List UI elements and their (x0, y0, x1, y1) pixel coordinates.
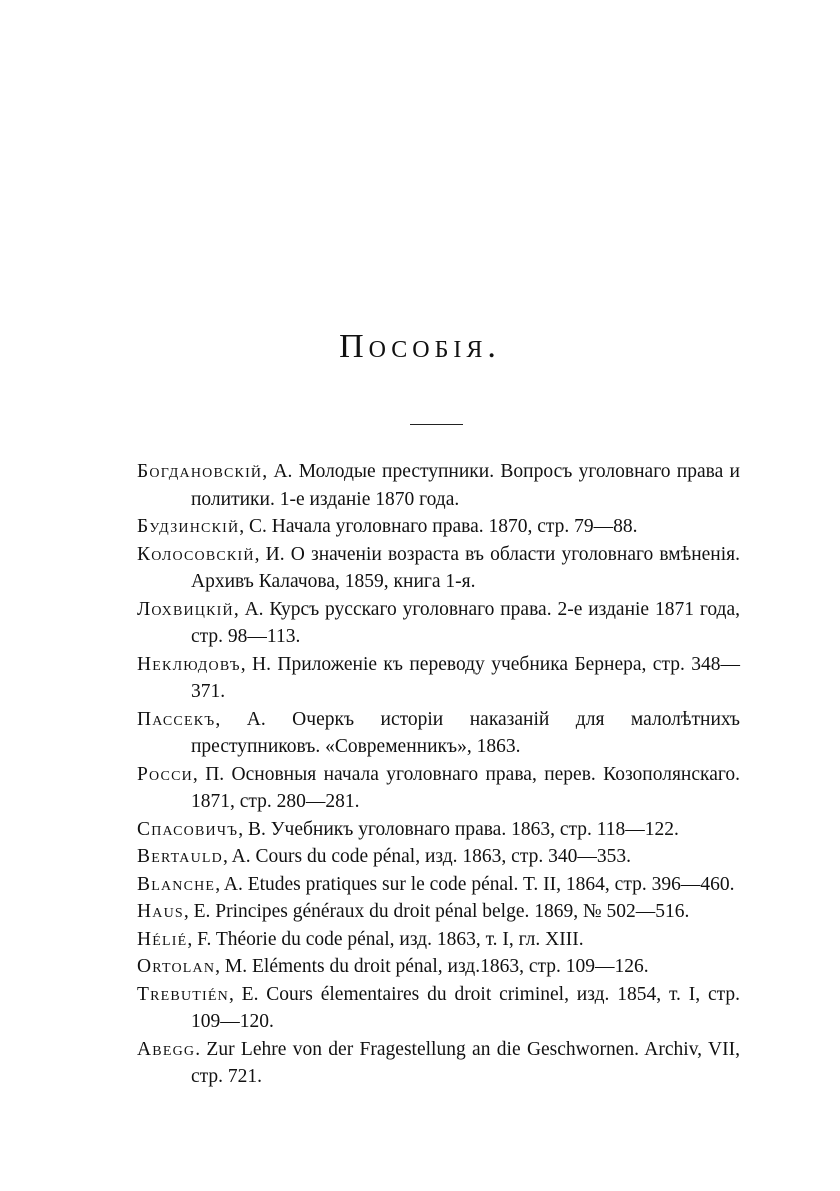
entry-author: Неклюдовъ (137, 653, 241, 675)
entry-author: Bertauld (137, 846, 223, 867)
entry-author: Blanche (137, 873, 216, 895)
bibliography-list (137, 458, 740, 1091)
entry-text: , A. Etudes pratiques sur le code pénal. T. II, 1864, стр. 396—460. (215, 873, 735, 895)
list-item (137, 513, 740, 541)
entry-author: Спасовичъ (137, 818, 239, 840)
entry-text: , M. Eléments du droit pénal, изд.1863, стр. 109—126. (215, 956, 649, 977)
page-title: Пособія. (339, 328, 501, 365)
list-item (137, 541, 740, 596)
entry-text: , E. Principes généraux du droit pénal belge. 1869, № 502—516. (183, 901, 690, 922)
entry-author: Росси (137, 763, 193, 785)
list-item (137, 1036, 740, 1091)
entry-author: Abegg (137, 1038, 196, 1060)
entry-text: , Н. Приложеніе къ переводу учебника Бернера, стр. 348—371. (191, 653, 740, 702)
list-item (137, 898, 740, 926)
entry-author: Пассекъ (137, 708, 216, 730)
list-item (137, 981, 740, 1036)
list-item (137, 596, 740, 651)
list-item (137, 458, 740, 513)
entry-author: Будзинскій (137, 516, 240, 537)
entry-text: , С. Начала уголовнаго права. 1870, стр. 79—88. (239, 516, 638, 537)
list-item (137, 953, 740, 981)
title-divider (410, 424, 463, 425)
entry-author: Trebutién (137, 983, 229, 1005)
entry-text: , А. Курсъ русскаго уголовнаго права. 2-е изданіе 1871 года, стр. 98—113. (191, 598, 740, 647)
entry-text: , А. Очеркъ исторіи наказаній для малолѣтнихъ преступниковъ. «Современникъ», 1863. (191, 708, 740, 757)
entry-text: , E. Cours élementaires du droit criminel, изд. 1854, т. I, стр. 109—120. (191, 983, 740, 1032)
list-item (137, 651, 740, 706)
entry-author: Haus (137, 901, 184, 922)
entry-author: Лохвицкій (137, 598, 234, 620)
list-item (137, 871, 740, 899)
entry-text: . Zur Lehre von der Fragestellung an die Geschwornen. Archiv, VII, стр. 721. (191, 1038, 740, 1087)
list-item (137, 816, 740, 844)
entry-text: , И. О значеніи возраста въ области уголовнаго вмѣненія. Архивъ Калачова, 1859, книга 1-я. (191, 543, 740, 592)
list-item (137, 706, 740, 761)
entry-text: , В. Учебникъ уголовнаго права. 1863, стр. 118—122. (238, 818, 679, 840)
entry-text: , F. Théorie du code pénal, изд. 1863, т. I, гл. XIII. (187, 928, 584, 950)
entry-author: Hélié (137, 928, 188, 950)
entry-author: Ortolan (137, 956, 216, 977)
list-item (137, 926, 740, 954)
list-item (137, 761, 740, 816)
list-item (137, 843, 740, 871)
entry-author: Колосовскій (137, 543, 255, 565)
entry-author: Богдановскій (137, 461, 263, 482)
entry-text: , П. Основныя начала уголовнаго права, перев. Козополянскаго. 1871, стр. 280—281. (191, 763, 740, 812)
entry-text: , A. Cours du code pénal, изд. 1863, стр. 340—353. (222, 846, 631, 867)
entry-text: , А. Молодые преступники. Вопросъ уголовнаго права и политики. 1-е изданіе 1870 года. (191, 461, 740, 510)
